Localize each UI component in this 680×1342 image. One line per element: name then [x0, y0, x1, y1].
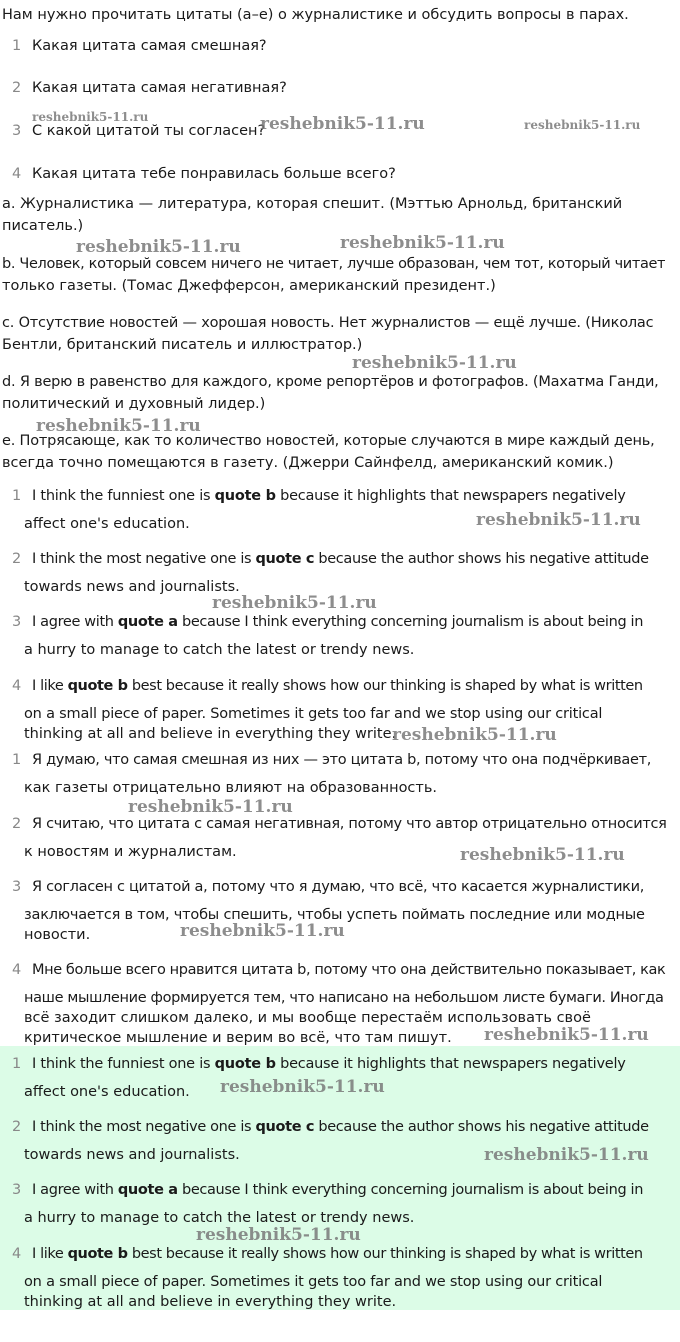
answer-text: because I think everything concerning journalism is about being in [177, 614, 644, 630]
answer-ru-4 [12, 960, 680, 1048]
watermark: reshebnik5-11.ru [460, 845, 625, 865]
answer-text: I like [32, 1246, 68, 1262]
watermark: reshebnik5-11.ru [340, 233, 505, 253]
question-number: 2 [12, 80, 22, 96]
answer-number: 4 [12, 962, 22, 978]
quote-line: политический и духовный лидер.) [2, 396, 266, 412]
answer-quote-ref: quote a [117, 1182, 178, 1198]
answer-text: best because it really shows how our thinking is shaped by what is written [127, 1246, 643, 1262]
watermark: reshebnik5-11.ru [220, 1077, 385, 1097]
answer-ru-3 [12, 877, 680, 945]
question-text: Какая цитата самая негативная? [32, 80, 287, 96]
answer-en-4 [12, 676, 680, 744]
answer-number: 3 [12, 1182, 22, 1198]
quote-e [2, 431, 672, 473]
question-item [12, 78, 287, 98]
answer-line: a hurry to manage to catch the latest or trendy news. [24, 642, 415, 658]
question-text: Какая цитата самая смешная? [32, 38, 267, 54]
answer-number: 3 [12, 879, 22, 895]
answer-number: 2 [12, 551, 22, 567]
answer-number: 3 [12, 614, 22, 630]
answer-line: заключается в том, чтобы спешить, чтобы успеть поймать последние или модные [24, 907, 645, 923]
answer-line: on a small piece of paper. Sometimes it gets too far and we stop using our critical [24, 1274, 603, 1290]
quote-line: e. Потрясающе, как то количество новостей, которые случаются в мире каждый день, [2, 433, 655, 449]
question-number: 4 [12, 166, 22, 182]
quote-line: a. Журналистика — литература, которая спешит. (Мэттью Арнольд, британский [2, 196, 623, 212]
answer-line: всё заходит слишком далеко, и мы вообще перестаём использовать своё [24, 1010, 591, 1026]
watermark: reshebnik5-11.ru [128, 797, 293, 817]
answer-line: Я думаю, что самая смешная из них — это цитата b, потому что она подчёркивает, [32, 752, 652, 768]
answer-line: affect one's education. [24, 1084, 190, 1100]
answer-line: к новостям и журналистам. [24, 844, 237, 860]
question-text: Какая цитата тебе понравилась больше всего? [32, 166, 396, 182]
question-number: 3 [12, 123, 22, 139]
answer-text: because I think everything concerning journalism is about being in [177, 1182, 644, 1198]
quote-line: писатель.) [2, 218, 84, 234]
answer-text: I agree with [32, 614, 118, 630]
answer-number: 2 [12, 1119, 22, 1135]
watermark: reshebnik5-11.ru [76, 237, 241, 257]
watermark: reshebnik5-11.ru [524, 118, 641, 132]
watermark: reshebnik5-11.ru [36, 416, 201, 436]
watermark: reshebnik5-11.ru [476, 510, 641, 530]
quote-a [2, 194, 672, 236]
answer-number: 1 [12, 1056, 22, 1072]
answer-en-repeat-2 [12, 1117, 680, 1165]
answer-en-1 [12, 486, 680, 534]
answer-line: Я считаю, что цитата c самая негативная, потому что автор отрицательно относится [32, 816, 667, 832]
quote-b [2, 254, 672, 296]
answer-quote-ref: quote b [67, 678, 128, 694]
answer-quote-ref: quote b [214, 1056, 276, 1072]
answer-line: towards news and journalists. [24, 1147, 240, 1163]
watermark: reshebnik5-11.ru [484, 1025, 649, 1045]
question-item [12, 121, 265, 141]
answer-line: a hurry to manage to catch the latest or trendy news. [24, 1210, 415, 1226]
answer-text: I think the funniest one is [32, 488, 215, 504]
answer-line: thinking at all and believe in everything they write. [24, 1294, 397, 1310]
answer-quote-ref: quote c [255, 1119, 315, 1135]
quote-line: d. Я верю в равенство для каждого, кроме репортёров и фотографов. (Махатма Ганди, [2, 374, 659, 390]
answer-line: Я согласен с цитатой a, потому что я думаю, что всё, что касается журналистики, [32, 879, 645, 895]
quote-d [2, 372, 672, 414]
answer-text: because it highlights that newspapers negatively [275, 1056, 626, 1072]
answer-line: thinking at all and believe in everything they write. [24, 726, 397, 742]
answer-ru-1 [12, 750, 680, 798]
watermark: reshebnik5-11.ru [212, 593, 377, 613]
answer-text: best because it really shows how our thinking is shaped by what is written [127, 678, 643, 694]
quote-line: Бентли, британский писатель и иллюстратор.) [2, 337, 363, 353]
answer-line: on a small piece of paper. Sometimes it gets too far and we stop using our critical [24, 706, 603, 722]
answer-text: because the author shows his negative attitude [314, 551, 649, 567]
answer-number: 2 [12, 816, 22, 832]
answer-text: I think the funniest one is [32, 1056, 215, 1072]
quote-line: b. Человек, который совсем ничего не читает, лучше образован, чем тот, который читает [2, 256, 666, 272]
answer-en-repeat-4 [12, 1244, 680, 1312]
watermark: reshebnik5-11.ru [484, 1145, 649, 1165]
watermark: reshebnik5-11.ru [260, 114, 425, 134]
answer-quote-ref: quote a [117, 614, 178, 630]
quote-line: c. Отсутствие новостей — хорошая новость. Нет журналистов — ещё лучше. (Николас [2, 315, 654, 331]
answer-ru-2 [12, 814, 680, 862]
answer-text: I like [32, 678, 68, 694]
answer-line: towards news and journalists. [24, 579, 240, 595]
answer-text: I agree with [32, 1182, 118, 1198]
answer-en-repeat-3 [12, 1180, 680, 1228]
answer-quote-ref: quote b [214, 488, 276, 504]
answer-number: 4 [12, 1246, 22, 1262]
watermark: reshebnik5-11.ru [352, 353, 517, 373]
watermark: reshebnik5-11.ru [32, 110, 149, 124]
answer-line: Мне больше всего нравится цитата b, потому что она действительно показывает, как [32, 962, 666, 978]
task-instruction: Нам нужно прочитать цитаты (a–e) о журналистике и обсудить вопросы в парах. [2, 7, 629, 23]
answer-number: 4 [12, 678, 22, 694]
question-item [12, 164, 396, 184]
answer-text: because the author shows his negative attitude [314, 1119, 649, 1135]
answer-line: как газеты отрицательно влияют на образованность. [24, 780, 438, 796]
watermark: reshebnik5-11.ru [196, 1225, 361, 1245]
quote-line: всегда точно помещаются в газету. (Джерри Сайнфелд, американский комик.) [2, 455, 614, 471]
answer-en-3 [12, 612, 680, 660]
answer-line: новости. [24, 927, 91, 943]
answer-text: I think the most negative one is [32, 1119, 256, 1135]
question-item [12, 36, 267, 56]
watermark: reshebnik5-11.ru [392, 725, 557, 745]
quote-c [2, 313, 672, 355]
answer-text: I think the most negative one is [32, 551, 256, 567]
answer-en-repeat-1 [12, 1054, 680, 1102]
answer-number: 1 [12, 488, 22, 504]
question-text: С какой цитатой ты согласен? [32, 123, 266, 139]
answer-text: because it highlights that newspapers negatively [275, 488, 626, 504]
watermark: reshebnik5-11.ru [180, 921, 345, 941]
answer-line: affect one's education. [24, 516, 190, 532]
answer-line: наше мышление формируется тем, что написано на небольшом листе бумаги. Иногда [24, 990, 664, 1006]
answer-line: критическое мышление и верим во всё, что там пишут. [24, 1030, 452, 1046]
answer-quote-ref: quote c [255, 551, 315, 567]
question-number: 1 [12, 38, 22, 54]
answer-quote-ref: quote b [67, 1246, 128, 1262]
answer-number: 1 [12, 752, 22, 768]
answer-en-2 [12, 549, 680, 597]
quote-line: только газеты. (Томас Джефферсон, американский президент.) [2, 278, 496, 294]
